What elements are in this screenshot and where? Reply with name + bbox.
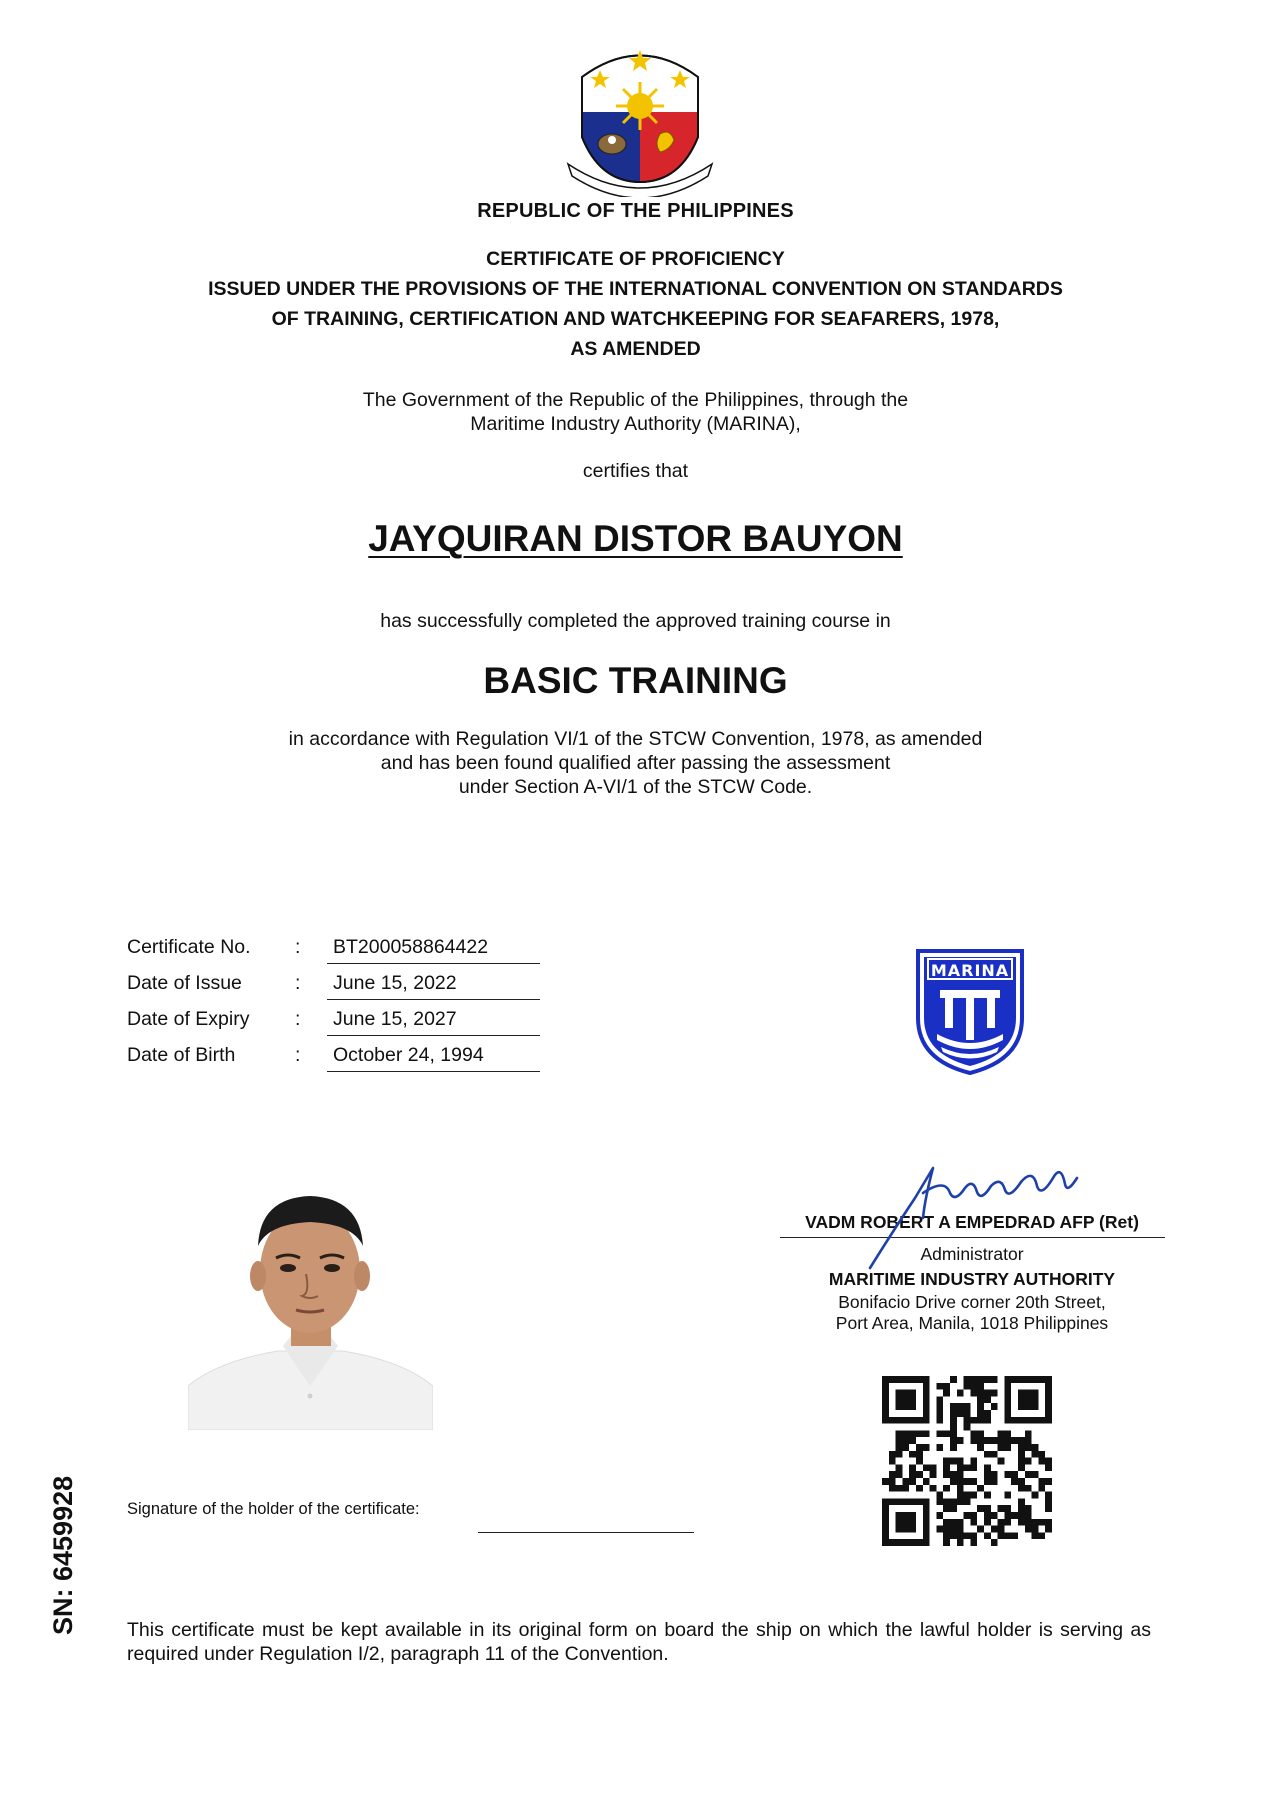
detail-colon: : <box>295 1044 301 1066</box>
certificate-heading <box>0 244 1271 364</box>
issuing-authority: MARITIME INDUSTRY AUTHORITY <box>828 1269 1116 1289</box>
svg-text:MARINA: MARINA <box>930 961 1010 980</box>
officer-title: Administrator <box>920 1244 1024 1264</box>
authority-address <box>778 1292 1166 1334</box>
government-line-2: Maritime Industry Authority (MARINA), <box>470 413 801 435</box>
detail-row-date-of-issue <box>127 964 547 1000</box>
qr-code-icon <box>882 1376 1052 1546</box>
heading-line-4: AS AMENDED <box>570 338 701 360</box>
detail-label: Date of Expiry <box>127 1008 250 1030</box>
date-of-expiry-value: June 15, 2027 <box>327 1008 540 1036</box>
detail-colon: : <box>295 972 301 994</box>
detail-row-date-of-expiry <box>127 1000 547 1036</box>
date-of-birth-value: October 24, 1994 <box>327 1044 540 1072</box>
course-title: BASIC TRAINING <box>483 660 788 701</box>
regulation-line-3: under Section A-VI/1 of the STCW Code. <box>458 776 813 798</box>
government-statement <box>0 388 1271 436</box>
regulation-line-2: and has been found qualified after passing the assessment <box>380 752 891 774</box>
detail-label: Date of Issue <box>127 972 242 994</box>
detail-row-certificate-no <box>127 928 547 964</box>
certificate-number-value: BT200058864422 <box>327 936 540 964</box>
detail-colon: : <box>295 936 301 958</box>
officer-name: VADM ROBERT A EMPEDRAD AFP (Ret) <box>805 1212 1139 1232</box>
detail-label: Certificate No. <box>127 936 251 958</box>
holder-signature-label: Signature of the holder of the certificate: <box>127 1500 420 1518</box>
republic-title: REPUBLIC OF THE PHILIPPINES <box>477 200 794 222</box>
heading-line-2: ISSUED UNDER THE PROVISIONS OF THE INTERNATIONAL CONVENTION ON STANDARDS <box>208 278 1063 300</box>
holder-signature-line <box>478 1532 694 1533</box>
address-line-1: Bonifacio Drive corner 20th Street, <box>838 1292 1106 1312</box>
holder-name <box>0 518 1271 560</box>
handwritten-signature <box>855 1158 1085 1270</box>
holder-photo <box>188 1186 433 1430</box>
detail-label: Date of Birth <box>127 1044 236 1066</box>
government-line-1: The Government of the Republic of the Philippines, through the <box>362 389 909 411</box>
detail-colon: : <box>295 1008 301 1030</box>
regulation-statement <box>0 727 1271 799</box>
certificate-details <box>127 928 547 1072</box>
marina-logo-icon <box>915 948 1025 1076</box>
certifies-text: certifies that <box>582 460 689 482</box>
heading-line-3: OF TRAINING, CERTIFICATION AND WATCHKEEPING FOR SEAFARERS, 1978, <box>271 308 1000 330</box>
address-line-2: Port Area, Manila, 1018 Philippines <box>835 1313 1109 1333</box>
serial-number-text: SN: 6459928 <box>48 1475 78 1635</box>
holder-name-text: JAYQUIRAN DISTOR BAUYON <box>368 518 903 559</box>
heading-line-1: CERTIFICATE OF PROFICIENCY <box>486 248 785 270</box>
completed-text: has successfully completed the approved training course in <box>380 610 891 632</box>
regulation-line-1: in accordance with Regulation VI/1 of the STCW Convention, 1978, as amended <box>288 728 983 750</box>
philippine-seal-icon <box>560 42 720 197</box>
detail-row-date-of-birth <box>127 1036 547 1072</box>
footer-note: This certificate must be kept available in its original form on board the ship on which the lawful holder is serving as required under Regulation I/2, paragraph 11 of the Convention. <box>127 1619 1151 1665</box>
date-of-issue-value: June 15, 2022 <box>327 972 540 1000</box>
